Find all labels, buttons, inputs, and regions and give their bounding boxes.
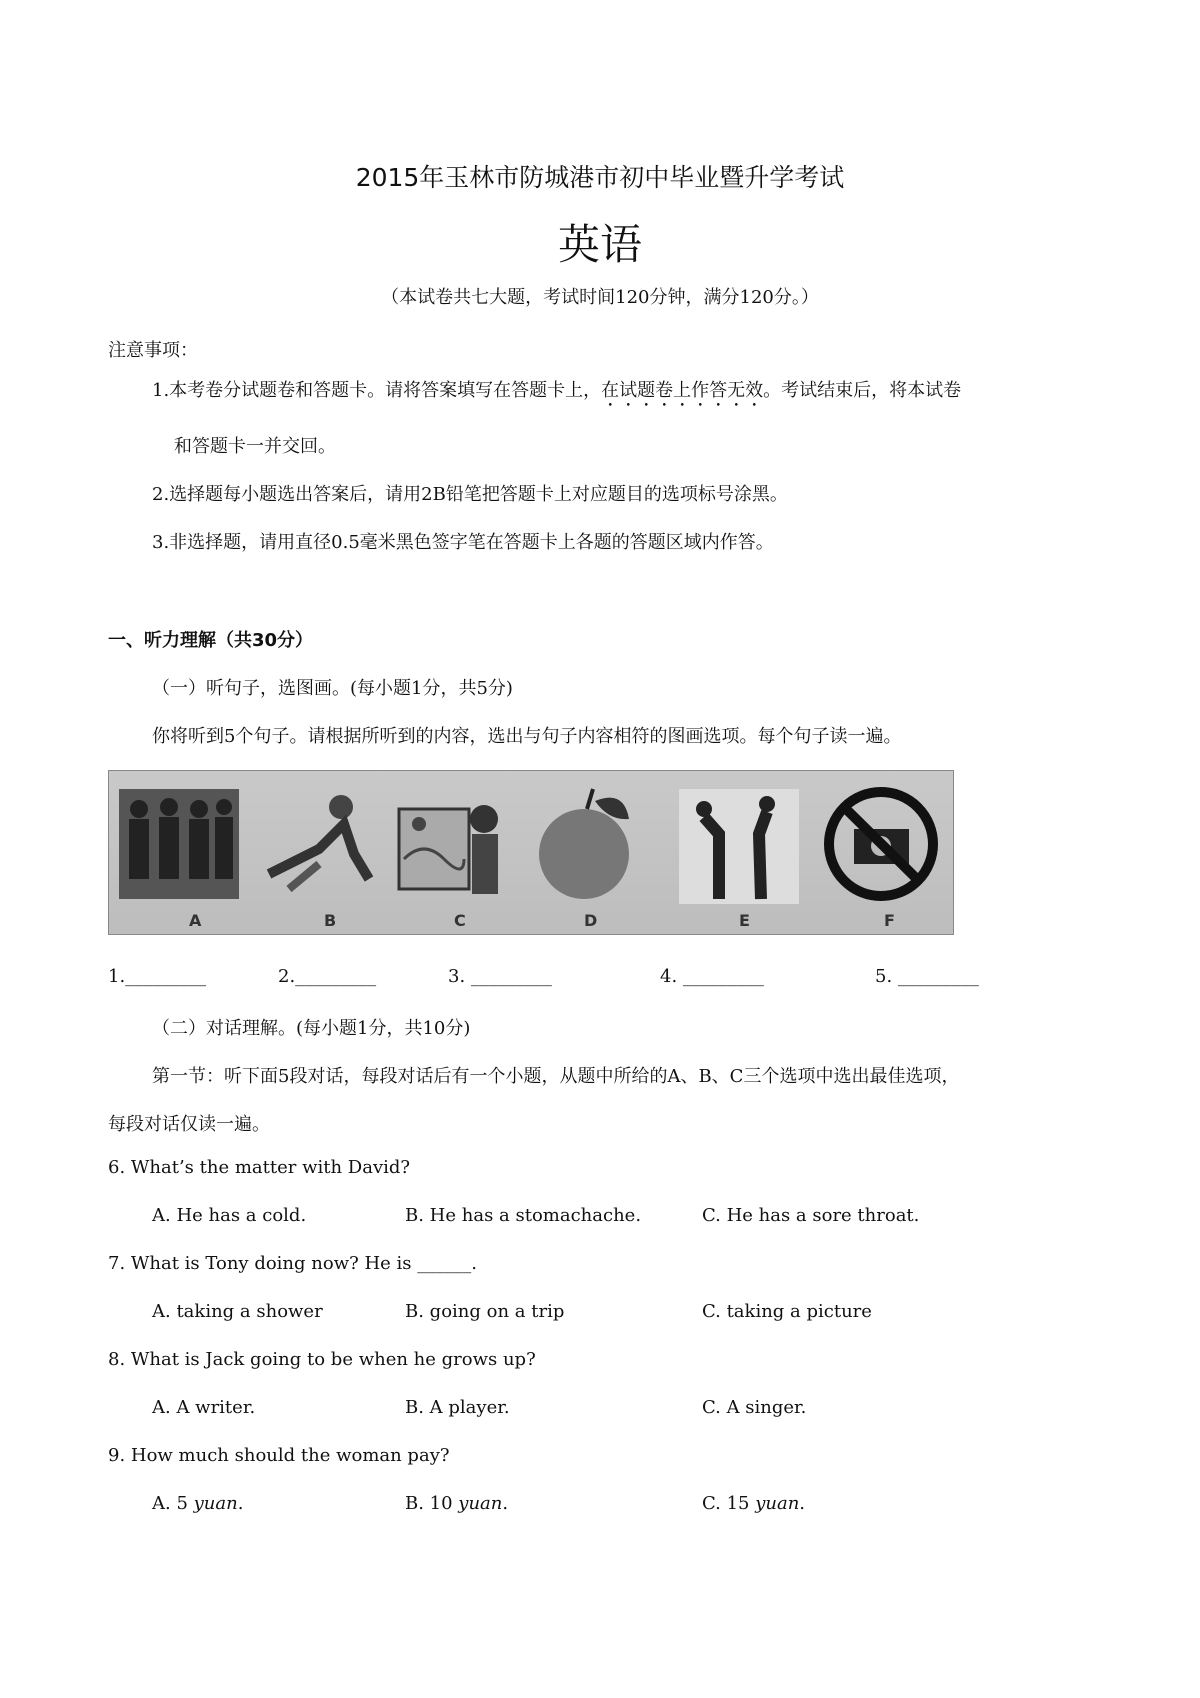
answer-blank-2[interactable]: 2._________: [278, 966, 377, 987]
part1-instruction: 你将听到5个句子。请根据所听到的内容，选出与句子内容相符的图画选项。每个句子读一遍。: [152, 726, 902, 747]
question-6: 6. What’s the matter with David?: [108, 1157, 411, 1178]
answer-blank-3[interactable]: 3. _________: [448, 966, 552, 987]
q7-option-a[interactable]: A. taking a shower: [152, 1301, 323, 1322]
notice-heading: 注意事项：: [108, 340, 198, 361]
picture-a-soldiers-icon: [119, 779, 239, 909]
picture-label-b: B: [324, 911, 337, 930]
picture-label-d: D: [584, 911, 598, 930]
picture-label-a: A: [189, 911, 202, 930]
part2-instruction-continued: 每段对话仅读一遍。: [108, 1114, 270, 1135]
q8-option-b[interactable]: B. A player.: [405, 1397, 510, 1418]
notice-item-1-continued: 和答题卡一并交回。: [174, 436, 336, 457]
q8-option-a[interactable]: A. A writer.: [152, 1397, 256, 1418]
picture-e-bowing-icon: [679, 779, 799, 909]
notice-item-1-b: 。考试结束后，将本试卷: [763, 380, 962, 401]
question-8: 8. What is Jack going to be when he grows up?: [108, 1349, 536, 1370]
q9-option-c[interactable]: [702, 1493, 805, 1514]
q7-option-c[interactable]: C. taking a picture: [702, 1301, 872, 1322]
part1-heading: （一）听句子，选图画。(每小题1分，共5分): [152, 678, 513, 699]
exam-title: 2015年玉林市防城港市初中毕业暨升学考试: [355, 163, 845, 192]
answer-blank-4[interactable]: 4. _________: [660, 966, 764, 987]
q9-option-a-dot: .: [237, 1493, 244, 1514]
q9-option-b-dot: .: [502, 1493, 509, 1514]
picture-d-apple-icon: [529, 779, 649, 909]
exam-note: （本试卷共七大题，考试时间120分钟，满分120分。）: [381, 287, 819, 308]
q9-option-b[interactable]: [405, 1493, 508, 1514]
answer-blank-5[interactable]: 5. _________: [875, 966, 979, 987]
section1-heading: 一、听力理解（共30分）: [108, 630, 314, 651]
q6-option-b[interactable]: B. He has a stomachache.: [405, 1205, 642, 1226]
notice-item-1: [152, 376, 961, 411]
q6-option-a[interactable]: A. He has a cold.: [152, 1205, 307, 1226]
notice-item-3: 3.非选择题，请用直径0.5毫米黑色签字笔在答题卡上各题的答题区域内作答。: [152, 532, 774, 553]
q9-option-c-amount: C. 15: [702, 1493, 756, 1514]
part2-instruction: 第一节：听下面5段对话，每段对话后有一个小题，从题中所给的A、B、C三个选项中选出最佳选项，: [152, 1066, 960, 1087]
picture-b-kungfu-icon: [259, 779, 379, 909]
picture-label-c: C: [454, 911, 466, 930]
q9-option-b-amount: B. 10: [405, 1493, 459, 1514]
picture-label-e: E: [739, 911, 750, 930]
picture-c-painting-icon: [394, 779, 509, 909]
part2-heading: （二）对话理解。(每小题1分，共10分): [152, 1018, 471, 1039]
q9-option-c-dot: .: [799, 1493, 806, 1514]
q9-option-c-unit: yuan: [755, 1493, 800, 1514]
question-9: 9. How much should the woman pay?: [108, 1445, 450, 1466]
notice-item-2: 2.选择题每小题选出答案后，请用2B铅笔把答题卡上对应题目的选项标号涂黑。: [152, 484, 788, 505]
picture-label-f: F: [884, 911, 895, 930]
notice-item-1-a: 1.本考卷分试题卷和答题卡。请将答案填写在答题卡上，: [152, 380, 602, 401]
exam-subject: 英语: [557, 220, 642, 269]
q9-option-a[interactable]: [152, 1493, 243, 1514]
picture-f-no-photo-icon: [819, 779, 944, 909]
q9-option-a-amount: A. 5: [152, 1493, 194, 1514]
q8-option-c[interactable]: C. A singer.: [702, 1397, 807, 1418]
question-7: 7. What is Tony doing now? He is ______.: [108, 1253, 477, 1274]
answer-blank-1[interactable]: 1._________: [108, 966, 207, 987]
notice-item-1-emphasis: 在试题卷上作答无效: [601, 380, 764, 401]
q6-option-c[interactable]: C. He has a sore throat.: [702, 1205, 920, 1226]
listening-pictures: [108, 770, 954, 935]
q7-option-b[interactable]: B. going on a trip: [405, 1301, 565, 1322]
q9-option-b-unit: yuan: [458, 1493, 503, 1514]
q9-option-a-unit: yuan: [193, 1493, 238, 1514]
